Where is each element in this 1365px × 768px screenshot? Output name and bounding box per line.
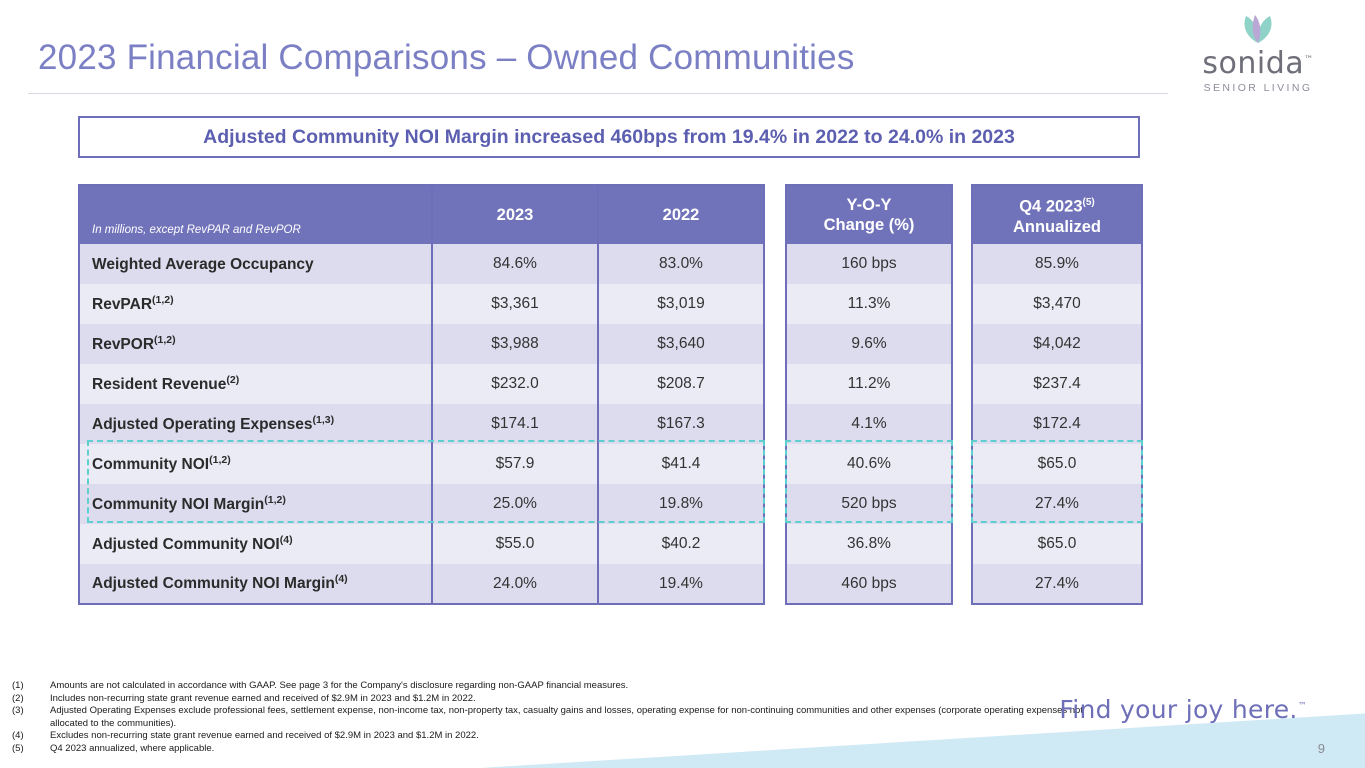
footer-tagline bbox=[1059, 695, 1307, 724]
row-label-text: Adjusted Operating Expenses bbox=[92, 416, 313, 434]
cell-2023: 25.0% bbox=[432, 484, 598, 524]
cell-yoy: 40.6% bbox=[786, 444, 952, 484]
page-title: 2023 Financial Comparisons – Owned Communities bbox=[38, 38, 855, 77]
row-label-text: RevPOR bbox=[92, 336, 155, 354]
table-header-row bbox=[786, 185, 952, 244]
cell-yoy: 36.8% bbox=[786, 524, 952, 564]
cell-q4: 85.9% bbox=[972, 244, 1142, 284]
table-row bbox=[972, 404, 1142, 444]
cell-2022: 83.0% bbox=[598, 244, 764, 284]
table-row bbox=[79, 324, 764, 364]
table-row bbox=[786, 244, 952, 284]
cell-yoy: 520 bps bbox=[786, 484, 952, 524]
table-row bbox=[786, 324, 952, 364]
cell-yoy: 11.3% bbox=[786, 284, 952, 324]
row-label bbox=[79, 564, 432, 604]
table-row bbox=[972, 324, 1142, 364]
footnote-item bbox=[12, 705, 1112, 730]
main-financial-table bbox=[78, 184, 765, 605]
row-label-sup: (1,2) bbox=[152, 293, 174, 306]
cell-2023: $57.9 bbox=[432, 444, 598, 484]
table-header-row bbox=[79, 185, 764, 244]
yoy-header-line2: Change (%) bbox=[823, 216, 915, 234]
row-label bbox=[79, 284, 432, 324]
table-row bbox=[972, 564, 1142, 604]
row-label-text: Community NOI bbox=[92, 456, 210, 474]
row-label-sup: (1,2) bbox=[264, 493, 286, 506]
row-label bbox=[79, 324, 432, 364]
cell-2023: $3,988 bbox=[432, 324, 598, 364]
row-label bbox=[79, 404, 432, 444]
footer-tagline-tm: ™ bbox=[1297, 701, 1307, 712]
row-label-sup: (1,2) bbox=[154, 333, 176, 346]
logo-wordmark-text: sonida bbox=[1202, 46, 1305, 81]
column-header-yoy bbox=[786, 185, 952, 244]
banner-text: Adjusted Community NOI Margin increased 460bps from 19.4% in 2022 to 24.0% in 2023 bbox=[203, 125, 1015, 148]
unit-note: In millions, except RevPAR and RevPOR bbox=[79, 185, 432, 244]
table-row bbox=[972, 284, 1142, 324]
row-label-text: Weighted Average Occupancy bbox=[92, 256, 314, 274]
row-label-sup: (1,2) bbox=[209, 453, 231, 466]
table-row bbox=[972, 444, 1142, 484]
row-label bbox=[79, 364, 432, 404]
table-row bbox=[972, 524, 1142, 564]
row-label-text: Adjusted Community NOI Margin bbox=[92, 575, 335, 593]
cell-2023: 84.6% bbox=[432, 244, 598, 284]
row-label-text: RevPAR bbox=[92, 296, 153, 314]
cell-q4: $3,470 bbox=[972, 284, 1142, 324]
highlight-banner bbox=[78, 116, 1140, 158]
row-label bbox=[79, 484, 432, 524]
cell-2022: $40.2 bbox=[598, 524, 764, 564]
cell-2022: $208.7 bbox=[598, 364, 764, 404]
table-row bbox=[79, 564, 764, 604]
cell-q4: $237.4 bbox=[972, 364, 1142, 404]
title-divider bbox=[28, 93, 1168, 94]
cell-yoy: 160 bps bbox=[786, 244, 952, 284]
footnote-text: Excludes non-recurring state grant revenue earned and received of $2.9M in 2023 and $1.2M in 2022. bbox=[50, 730, 479, 742]
table-row bbox=[79, 244, 764, 284]
cell-q4: 27.4% bbox=[972, 564, 1142, 604]
footnote-text: Includes non-recurring state grant revenue earned and received of $2.9M in 2023 and $1.2M in 2022. bbox=[50, 692, 476, 704]
logo-tm: ™ bbox=[1304, 55, 1314, 65]
cell-2022: 19.8% bbox=[598, 484, 764, 524]
row-label-sup: (4) bbox=[279, 533, 293, 546]
cell-q4: $4,042 bbox=[972, 324, 1142, 364]
cell-2023: $232.0 bbox=[432, 364, 598, 404]
table-row bbox=[786, 484, 952, 524]
cell-yoy: 11.2% bbox=[786, 364, 952, 404]
cell-2022: $41.4 bbox=[598, 444, 764, 484]
table-row bbox=[79, 364, 764, 404]
footnote-text: Q4 2023 annualized, where applicable. bbox=[50, 742, 215, 754]
footnote-item bbox=[12, 693, 1112, 706]
cell-q4: $172.4 bbox=[972, 404, 1142, 444]
cell-q4: 27.4% bbox=[972, 484, 1142, 524]
cell-yoy: 9.6% bbox=[786, 324, 952, 364]
leaf-flower-icon bbox=[1193, 10, 1323, 44]
cell-2023: $3,361 bbox=[432, 284, 598, 324]
table-row bbox=[972, 244, 1142, 284]
table-row bbox=[972, 364, 1142, 404]
table-row bbox=[786, 404, 952, 444]
table-row bbox=[79, 404, 764, 444]
footnote-number: (4) bbox=[12, 730, 24, 742]
cell-2022: $167.3 bbox=[598, 404, 764, 444]
table-row bbox=[786, 564, 952, 604]
table-row bbox=[786, 364, 952, 404]
cell-q4: $65.0 bbox=[972, 444, 1142, 484]
footnote-item bbox=[12, 680, 1112, 693]
table-row bbox=[79, 284, 764, 324]
table-row bbox=[79, 524, 764, 564]
q4-header-line1: Q4 2023 bbox=[1019, 197, 1083, 216]
cell-2023: $55.0 bbox=[432, 524, 598, 564]
table-row bbox=[786, 444, 952, 484]
company-logo bbox=[1193, 10, 1323, 92]
row-label-sup: (1,3) bbox=[312, 413, 335, 426]
cell-yoy: 4.1% bbox=[786, 404, 952, 444]
yoy-header-line1: Y-O-Y bbox=[846, 196, 892, 214]
table-row bbox=[972, 484, 1142, 524]
yoy-change-table bbox=[785, 184, 953, 605]
logo-wordmark bbox=[1193, 44, 1323, 80]
page-number: 9 bbox=[1317, 741, 1325, 756]
column-header-2022: 2022 bbox=[598, 185, 764, 244]
cell-2023: 24.0% bbox=[432, 564, 598, 604]
q4-header-sup: (5) bbox=[1082, 197, 1095, 209]
table-row bbox=[79, 444, 764, 484]
row-label bbox=[79, 444, 432, 484]
row-label bbox=[79, 244, 432, 284]
row-label-text: Adjusted Community NOI bbox=[92, 536, 280, 554]
table-row bbox=[786, 524, 952, 564]
column-header-2023: 2023 bbox=[432, 185, 598, 244]
footnote-number: (2) bbox=[12, 692, 24, 704]
row-label-sup: (4) bbox=[334, 573, 348, 586]
footnote-number: (5) bbox=[12, 742, 24, 754]
cell-2022: $3,019 bbox=[598, 284, 764, 324]
cell-yoy: 460 bps bbox=[786, 564, 952, 604]
footnote-number: (3) bbox=[12, 705, 24, 717]
footnote-text: Amounts are not calculated in accordance with GAAP. See page 3 for the Company's disclosure regarding non-GAAP financial measures. bbox=[50, 680, 629, 691]
financial-table-area bbox=[78, 184, 1143, 602]
logo-tagline: SENIOR LIVING bbox=[1203, 82, 1313, 94]
row-label bbox=[79, 524, 432, 564]
cell-2022: $3,640 bbox=[598, 324, 764, 364]
cell-q4: $65.0 bbox=[972, 524, 1142, 564]
row-label-text: Community NOI Margin bbox=[92, 496, 265, 514]
footer-tagline-text: Find your joy here. bbox=[1059, 695, 1298, 724]
cell-2022: 19.4% bbox=[598, 564, 764, 604]
q4-header-line2: Annualized bbox=[1012, 217, 1101, 236]
q4-annualized-table bbox=[971, 184, 1143, 605]
cell-2023: $174.1 bbox=[432, 404, 598, 444]
footnote-text: Adjusted Operating Expenses exclude professional fees, settlement expense, non-income tax, non-property tax, casualty gains and losses, operating expense for non-continuing communities and other expenses (corporate operating expenses not allocated to the communities). bbox=[50, 705, 1083, 729]
table-row bbox=[786, 284, 952, 324]
column-header-q4 bbox=[972, 185, 1142, 244]
footnote-number: (1) bbox=[12, 680, 24, 691]
table-header-row bbox=[972, 185, 1142, 244]
row-label-sup: (2) bbox=[226, 373, 240, 386]
row-label-text: Resident Revenue bbox=[92, 376, 227, 394]
table-row bbox=[79, 484, 764, 524]
